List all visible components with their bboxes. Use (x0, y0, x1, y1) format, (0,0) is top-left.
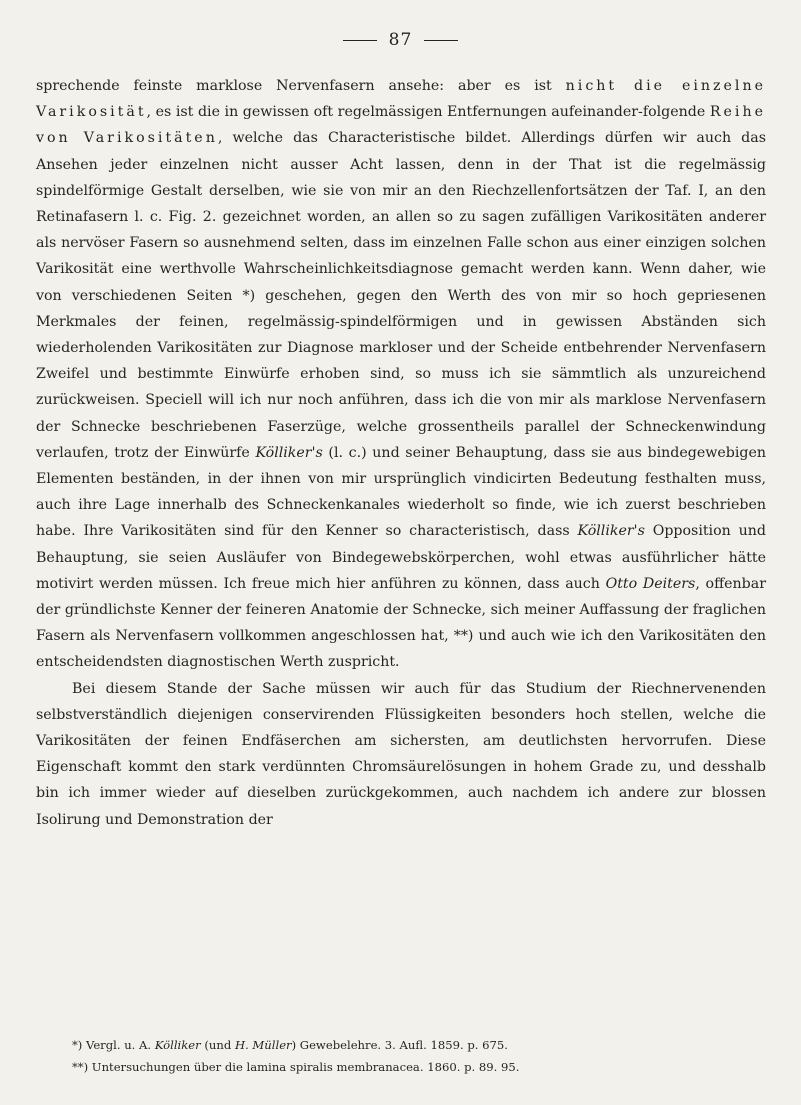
header-dash-right (424, 40, 458, 41)
emphasized-phrase: Reihe von Varikositäten (36, 104, 766, 147)
footnote (36, 1034, 766, 1056)
footnotes (36, 1034, 766, 1078)
text-run: , offenbar der gründlichste Kenner der feineren Anatomie der Schnecke, sich meiner Auffassung der fraglichen Fasern als Nervenfasern vollkommen angeschlossen hat, **) und auch wie ich den Varikositäten den entscheidendsten diagnostischen Werth zuspricht. (36, 575, 767, 671)
text-run: *) Vergl. u. A. (72, 1038, 155, 1052)
italic-name: Kölliker's (577, 523, 645, 540)
text-run: , es ist die in gewissen oft regelmässigen Entfernungen aufeinander-folgende (146, 104, 710, 121)
italic-name: Kölliker's (255, 444, 323, 461)
page-number: 87 (388, 30, 413, 50)
italic-name: H. Müller (234, 1038, 292, 1052)
paragraph (36, 73, 766, 676)
text-run: , welche das Characteristische bildet. Allerdings dürfen wir auch das Ansehen jeder einzelnen nicht ausser Acht lassen, denn in der That ist die regelmässig spindelförmige Gestalt derselben, wie sie von mir an den Riechzellenfortsätzen der Taf. I, an den Retinafasern l. c. Fig. 2. gezeichnet worden, an allen so zu sagen zufälligen Varikositäten anderer als nervöser Fasern so ausnehmend selten, dass im einzelnen Falle schon aus einer einzigen solchen Varikosität eine werthvolle Wahrscheinlichkeitsdiagnose gemacht werden kann. Wenn daher, wie von verschiedenen Seiten *) geschehen, gegen den Werth des von mir so hoch gepriesenen Merkmales der feinen, regelmässig-spindelförmigen und in gewissen Abständen sich wiederholenden Varikositäten zur Diagnose markloser und der Scheide entbehrender Nervenfasern Zweifel und bestimmte Einwürfe erhoben sind, so muss ich sie sämmtlich als unzureichend zurückweisen. Speciell will ich nur noch anführen, dass ich die von mir als marklose Nervenfasern der Schnecke beschriebenen Faserzüge, welche grossentheils parallel der Schneckenwindung verlaufen, trotz der Einwürfe (36, 130, 767, 461)
text-run: Opposition und Behauptung, sie seien Ausläufer von Bindegewebskörperchen, wohl etwas ausführlicher hätte motivirt werden müssen. Ich freue mich hier anführen zu können, dass auch (36, 523, 766, 592)
text-run: **) Untersuchungen über die lamina spiralis membranacea. 1860. p. 89. 95. (72, 1060, 520, 1074)
text-run: sprechende feinste marklose Nervenfasern ansehe: aber es ist (36, 78, 566, 94)
italic-name: Otto Deiters (605, 575, 696, 592)
text-run: (l. c.) und seiner Behauptung, dass sie aus bindegewebigen Elementen beständen, in der ihnen von mir ursprünglich vindicirten Bedeutung festhalten muss, auch ihre Lage innerhalb des Schneckenkanales wiederholt so finde, wie ich zuerst beschrieben habe. Ihre Varikositäten sind für den Kenner so characteristisch, dass (36, 444, 766, 540)
text-run: ) Gewebelehre. 3. Aufl. 1859. p. 675. (291, 1038, 508, 1052)
body-text (36, 73, 766, 833)
paragraph (36, 676, 766, 833)
emphasized-phrase: nicht die einzelne Varikosität (36, 78, 766, 121)
header-dash-left (343, 40, 377, 41)
text-run: (und (200, 1038, 235, 1052)
italic-name: Kölliker (154, 1038, 201, 1052)
footnote (36, 1056, 766, 1078)
page-header (0, 30, 801, 50)
text-run: Bei diesem Stande der Sache müssen wir auch für das Studium der Riechnervenenden selbstverständlich diejenigen conservirenden Flüssigkeiten besonders hoch stellen, welche die Varikositäten der feinen Endfäserchen am sichersten, am deutlichsten hervorrufen. Diese Eigenschaft kommt den stark verdünnten Chromsäurelösungen in hohem Grade zu, und desshalb bin ich immer wieder auf dieselben zurückgekommen, auch nachdem ich andere zur blossen Isolirung und Demonstration der (36, 680, 766, 828)
